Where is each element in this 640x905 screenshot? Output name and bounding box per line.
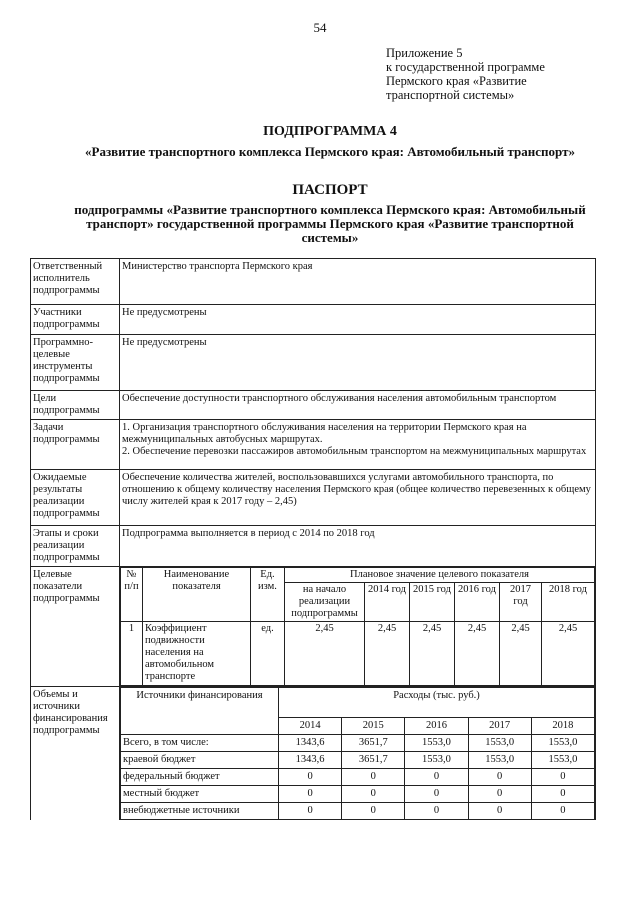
row-indicators	[31, 567, 596, 687]
header-year: 2016 год	[455, 583, 500, 622]
cell-value: 1553,0	[531, 752, 594, 769]
cell-value: 0	[279, 769, 342, 786]
cell-num: 1	[121, 622, 143, 686]
header-year: 2015 год	[410, 583, 455, 622]
cell-value: 1553,0	[405, 735, 468, 752]
subprogram-heading: ПОДПРОГРАММА 4	[263, 124, 397, 139]
cell-source: Всего, в том числе:	[121, 735, 279, 752]
cell-value: 2,45	[455, 622, 500, 686]
funding-table	[120, 687, 595, 820]
header-unit: Ед. изм.	[251, 568, 285, 622]
passport-table	[30, 258, 596, 820]
cell-source: краевой бюджет	[121, 752, 279, 769]
header-year: 2014 год	[365, 583, 410, 622]
cell-value: 1553,0	[468, 752, 531, 769]
passport-subtitle: подпрограммы «Развитие транспортного комплекса Пермского края: Автомобильный транспорт» государственной программы Пермского края «Развитие транспортной системы»	[74, 202, 586, 245]
row-label: Задачи подпрограммы	[31, 420, 120, 470]
header-sources: Источники финансирования	[121, 688, 279, 735]
indicators-cell	[120, 567, 596, 687]
appendix-line: Приложение 5	[386, 46, 463, 60]
cell-value: 0	[405, 803, 468, 820]
appendix-note	[386, 46, 626, 102]
row-label: Объемы и источники финансирования подпрограммы	[31, 687, 120, 821]
cell-name: Коэффициент подвижности населения на автомобильном транспорте	[143, 622, 251, 686]
appendix-line: к государственной программе	[386, 60, 545, 74]
cell-value: 0	[531, 786, 594, 803]
passport-heading: ПАСПОРТ	[292, 182, 368, 198]
cell-value: 0	[468, 769, 531, 786]
cell-value: 0	[405, 786, 468, 803]
cell-value: 1553,0	[531, 735, 594, 752]
row-results	[31, 470, 596, 526]
row-funding	[31, 687, 596, 821]
row-stages	[31, 526, 596, 567]
table-row	[121, 735, 595, 752]
cell-start: 2,45	[285, 622, 365, 686]
row-label: Программно-целевые инструменты подпрограммы	[31, 335, 120, 391]
table-row	[121, 786, 595, 803]
header-year: 2018	[531, 718, 594, 735]
row-value: Не предусмотрены	[120, 335, 596, 391]
cell-value: 1553,0	[468, 735, 531, 752]
header-year: 2017 год	[500, 583, 542, 622]
header-year: 2015	[342, 718, 405, 735]
cell-value: 2,45	[410, 622, 455, 686]
task-item: 2. Обеспечение перевозки пассажиров автомобильным транспортом на межмуниципальных маршрутах	[122, 446, 587, 457]
cell-value: 0	[468, 803, 531, 820]
cell-unit: ед.	[251, 622, 285, 686]
row-label: Участники подпрограммы	[31, 305, 120, 335]
cell-value: 0	[342, 769, 405, 786]
cell-value: 0	[342, 786, 405, 803]
cell-value: 0	[405, 769, 468, 786]
cell-value: 0	[468, 786, 531, 803]
row-label: Цели подпрограммы	[31, 391, 120, 420]
table-row	[121, 769, 595, 786]
cell-value: 3651,7	[342, 735, 405, 752]
row-value: Подпрограмма выполняется в период с 2014 по 2018 год	[120, 526, 596, 567]
table-row	[121, 622, 595, 686]
header-year: 2018 год	[542, 583, 595, 622]
cell-value: 2,45	[500, 622, 542, 686]
header-plan: Плановое значение целевого показателя	[285, 568, 595, 583]
cell-value: 0	[279, 803, 342, 820]
appendix-line: Пермского края «Развитие	[386, 74, 527, 88]
row-participants	[31, 305, 596, 335]
cell-value: 2,45	[365, 622, 410, 686]
header-year: 2014	[279, 718, 342, 735]
cell-value: 0	[342, 803, 405, 820]
row-value: Обеспечение доступности транспортного обслуживания населения автомобильным транспортом	[120, 391, 596, 420]
row-goals	[31, 391, 596, 420]
cell-value: 1343,6	[279, 735, 342, 752]
row-value	[120, 420, 596, 470]
task-item: 1. Организация транспортного обслуживания населения на территории Пермского края на межмуниципальных автобусных маршрутах.	[122, 422, 527, 445]
appendix-line: транспортной системы»	[386, 88, 515, 102]
row-value: Министерство транспорта Пермского края	[120, 259, 596, 305]
cell-source: местный бюджет	[121, 786, 279, 803]
subprogram-name: «Развитие транспортного комплекса Пермского края: Автомобильный транспорт»	[85, 144, 575, 159]
indicators-table	[120, 567, 595, 686]
row-instruments	[31, 335, 596, 391]
row-label: Этапы и сроки реализации подпрограммы	[31, 526, 120, 567]
row-label: Целевые показатели подпрограммы	[31, 567, 120, 687]
cell-value: 3651,7	[342, 752, 405, 769]
cell-value: 0	[279, 786, 342, 803]
table-row	[121, 803, 595, 820]
row-label: Ответственный исполнитель подпрограммы	[31, 259, 120, 305]
funding-cell	[120, 687, 596, 821]
cell-value: 1553,0	[405, 752, 468, 769]
cell-value: 0	[531, 803, 594, 820]
header-year: 2017	[468, 718, 531, 735]
row-executor	[31, 259, 596, 305]
cell-value: 0	[531, 769, 594, 786]
header-year: 2016	[405, 718, 468, 735]
row-tasks	[31, 420, 596, 470]
cell-value: 1343,6	[279, 752, 342, 769]
cell-source: внебюджетные источники	[121, 803, 279, 820]
cell-source: федеральный бюджет	[121, 769, 279, 786]
row-value: Не предусмотрены	[120, 305, 596, 335]
row-value: Обеспечение количества жителей, воспользовавшихся услугами автомобильного транспорта, по отношению к общему количеству населения Пермского края (общее количество перевезенных к общему числу жителей края к 2017 году – 2,45)	[120, 470, 596, 526]
header-num: № п/п	[121, 568, 143, 622]
table-row	[121, 752, 595, 769]
page-number: 54	[313, 20, 327, 35]
header-costs: Расходы (тыс. руб.)	[279, 688, 595, 718]
header-name: Наименование показателя	[143, 568, 251, 622]
header-start: на начало реализации подпрограммы	[285, 583, 365, 622]
row-label: Ожидаемые результаты реализации подпрограммы	[31, 470, 120, 526]
cell-value: 2,45	[542, 622, 595, 686]
